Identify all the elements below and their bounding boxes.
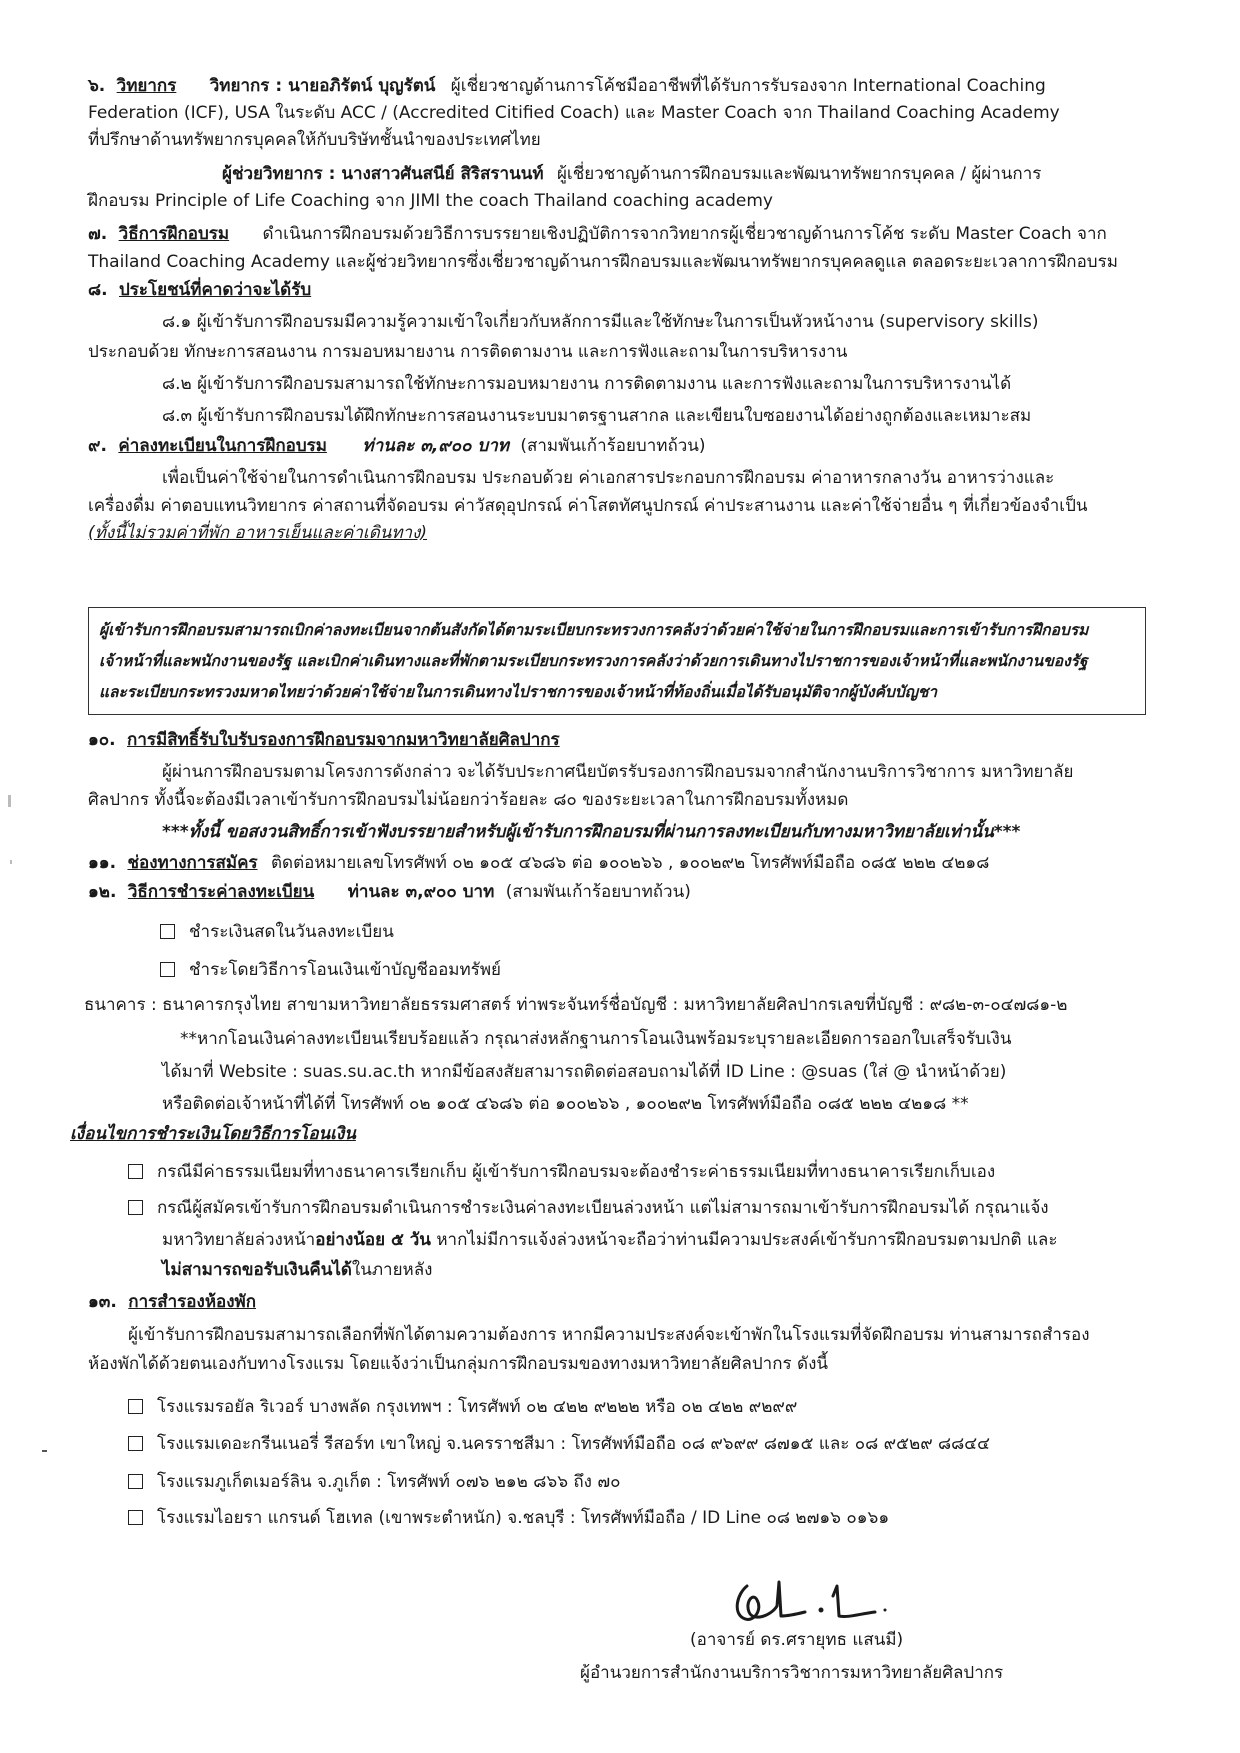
- sec8-item1-cont: ประกอบด้วย ทักษะการสอนงาน การมอบหมายงาน การติดตามงาน และการฟังและถามในการบริหารงาน: [88, 342, 848, 362]
- notice-line2: เจ้าหน้าที่และพนักงานของรัฐ และเบิกค่าเดินทางและที่พักตามระเบียบกระทรวงการคลังว่าด้วยการเดินทางไปราชการของเจ้าหน้าที่และพนักงานของรัฐ: [99, 652, 1088, 670]
- sec13-num: ๑๓.: [88, 1292, 117, 1312]
- hotel-item: [128, 1395, 797, 1419]
- sec13-line2: ห้องพักได้ด้วยตนเองกับทางโรงแรม โดยแจ้งว่าเป็นกลุ่มการฝึกอบรมของทางมหาวิทยาลัยศิลปากร ดังนี้: [88, 1354, 828, 1374]
- cash-label: ชำระเงินสดในวันลงทะเบียน: [189, 922, 394, 942]
- scan-speck: [10, 860, 12, 864]
- sec12-fee-text: (สามพันเก้าร้อยบาทถ้วน): [505, 882, 691, 902]
- sec9-line2: เครื่องดื่ม ค่าตอบแทนวิทยากร ค่าสถานที่จัดอบรม ค่าวัสดุอุปกรณ์ ค่าโสตทัศนูปกรณ์ ค่าประสานงาน และค่าใช้จ่ายอื่น ๆ ที่เกี่ยวข้องจำเป็น: [88, 496, 1088, 516]
- sec11-line: [88, 851, 989, 875]
- sec13-heading-line: [88, 1290, 256, 1314]
- sec9-fee: ท่านละ ๓,๙๐๐ บาท: [362, 436, 509, 456]
- sec6-heading: วิทยากร: [116, 76, 177, 96]
- payment-option-cash: [160, 920, 394, 944]
- sec7-line2: Thailand Coaching Academy และผู้ช่วยวิทยากรซึ่งเชี่ยวชาญด้านการฝึกอบรมและพัฒนาทรัพยากรบุคคลดูแล ตลอดระยะเวลาการฝึกอบรม: [88, 252, 1118, 272]
- scan-speck: [42, 1450, 47, 1452]
- transfer-checkbox[interactable]: [160, 962, 175, 977]
- transfer-note-1: **หากโอนเงินค่าลงทะเบียนเรียบร้อยแล้ว กรุณาส่งหลักฐานการโอนเงินพร้อมระบุรายละเอียดการออกใบเสร็จรับเงิน: [180, 1029, 1012, 1049]
- conditions-heading: เงื่อนไขการชำระเงินโดยวิธีการโอนเงิน: [70, 1124, 356, 1144]
- sec8-item2: ๘.๒ ผู้เข้ารับการฝึกอบรมสามารถใช้ทักษะการมอบหมายงาน การติดตามงาน และการฟังและถามในการบริหารงานได้: [162, 374, 1012, 394]
- sec10-rights-note: ***ทั้งนี้ ขอสงวนสิทธิ์การเข้าฟังบรรยายสำหรับผู้เข้ารับการฝึกอบรมที่ผ่านการลงทะเบียนกับทางมหาวิทยาลัยเท่านั้น***: [162, 822, 1021, 842]
- payment-option-transfer: [160, 958, 501, 982]
- hotel-item: [128, 1506, 889, 1530]
- hotel-checkbox[interactable]: [128, 1399, 143, 1414]
- sec6-line5: ฝึกอบรม Principle of Life Coaching จาก JIMI the coach Thailand coaching academy: [88, 191, 773, 211]
- transfer-note-2: ได้มาที่ Website : suas.su.ac.th หากมีข้อสงสัยสามารถติดต่อสอบถามได้ที่ ID Line : @suas (ใส่ @ นำหน้าด้วย): [162, 1062, 1007, 1082]
- signatory-position: ผู้อำนวยการสำนักงานบริการวิชาการมหาวิทยาลัยศิลปากร: [580, 1663, 1004, 1683]
- sec8-heading: ประโยชน์ที่คาดว่าจะได้รับ: [118, 280, 312, 300]
- sec12-num: ๑๒.: [88, 882, 117, 902]
- sec6-speaker-label: วิทยากร : นายอภิรัตน์ บุญรัตน์: [209, 76, 436, 96]
- hotel-checkbox[interactable]: [128, 1510, 143, 1525]
- transfer-label: ชำระโดยวิธีการโอนเงินเข้าบัญชีออมทรัพย์: [189, 960, 501, 980]
- signatory-name: (อาจารย์ ดร.ศรายุทธ แสนมี): [690, 1630, 904, 1650]
- sec8-num: ๘.: [88, 280, 108, 300]
- condition-no-refund-post: ในภายหลัง: [351, 1260, 433, 1280]
- condition-cancel-text: กรณีผู้สมัครเข้ารับการฝึกอบรมดำเนินการชำระเงินค่าลงทะเบียนล่วงหน้า แต่ไม่สามารถมาเข้ารับการฝึกอบรมได้ กรุณาแจ้ง: [157, 1198, 1049, 1218]
- reimbursement-notice-box: [88, 607, 1146, 715]
- condition-cancel-pre: มหาวิทยาลัยล่วงหน้า: [162, 1230, 316, 1250]
- sec7-text: ดำเนินการฝึกอบรมด้วยวิธีการบรรยายเชิงปฏิบัติการจากวิทยากรผู้เชี่ยวชาญด้านการโค้ช ระดับ Master Coach จาก: [262, 224, 1107, 244]
- sec6-line4: [222, 162, 1041, 186]
- sec6-num: ๖.: [88, 76, 106, 96]
- sec6-assistant-text: ผู้เชี่ยวชาญด้านการฝึกอบรมและพัฒนาทรัพยากรบุคคล / ผู้ผ่านการ: [556, 164, 1042, 184]
- condition-cancel-line3: [162, 1258, 432, 1282]
- sec11-num: ๑๑.: [88, 853, 117, 873]
- hotel-checkbox[interactable]: [128, 1474, 143, 1489]
- sec7-line1: [88, 222, 1107, 246]
- sec10-heading: การมีสิทธิ์รับใบรับรองการฝึกอบรมจากมหาวิทยาลัยศิลปากร: [127, 730, 560, 750]
- hotel-item: [128, 1470, 621, 1494]
- sec6-assistant-label: ผู้ช่วยวิทยากร : นางสาวศันสนีย์ สิริสรานนท์: [222, 164, 544, 184]
- sec11-text: ติดต่อหมายเลขโทรศัพท์ ๐๒ ๑๐๕ ๔๖๘๖ ต่อ ๑๐๐๒๖๖ , ๑๐๐๒๙๒ โทรศัพท์มือถือ ๐๘๕ ๒๒๒ ๔๒๑๘: [271, 853, 990, 873]
- sec6-line2: Federation (ICF), USA ในระดับ ACC / (Accredited Citified Coach) และ Master Coach จาก Thailand Coaching Academy: [88, 103, 1060, 123]
- sec8-heading-line: [88, 278, 311, 302]
- sec12-heading: วิธีการชำระค่าลงทะเบียน: [127, 882, 315, 902]
- notice-line1: ผู้เข้ารับการฝึกอบรมสามารถเบิกค่าลงทะเบียนจากต้นสังกัดได้ตามระเบียบกระทรวงการคลังว่าด้วยค่าใช้จ่ายในการฝึกอบรมและการเข้ารับการฝึกอบรม: [99, 621, 1089, 639]
- condition-cancel-line2: [162, 1228, 1057, 1252]
- cash-checkbox[interactable]: [160, 924, 175, 939]
- notice-line3: และระเบียบกระทรวงมหาดไทยว่าด้วยค่าใช้จ่ายในการเดินทางไปราชการของเจ้าหน้าที่ท้องถิ่นเมื่อได้รับอนุมัติจากผู้บังคับบัญชา: [99, 683, 938, 701]
- sec7-num: ๗.: [88, 224, 108, 244]
- sec12-heading-line: [88, 880, 691, 904]
- sec8-item3: ๘.๓ ผู้เข้ารับการฝึกอบรมได้ฝึกทักษะการสอนงานระบบมาตรฐานสากล และเขียนใบซอยงานได้อย่างถูกต้องและเหมาะสม: [162, 406, 1032, 426]
- sec9-num: ๙.: [88, 436, 107, 456]
- sec6-line3: ที่ปรึกษาด้านทรัพยากรบุคคลให้กับบริษัทชั้นนำของประเทศไทย: [88, 130, 541, 150]
- hotel-checkbox[interactable]: [128, 1436, 143, 1451]
- sec10-line2: ศิลปากร ทั้งนี้จะต้องมีเวลาเข้ารับการฝึกอบรมไม่น้อยกว่าร้อยละ ๘๐ ของระยะเวลาในการฝึกอบรมทั้งหมด: [88, 790, 849, 810]
- condition-cancel: [128, 1196, 1049, 1220]
- condition-no-refund: ไม่สามารถขอรับเงินคืนได้: [162, 1260, 352, 1280]
- sec8-item1: ๘.๑ ผู้เข้ารับการฝึกอบรมมีความรู้ความเข้าใจเกี่ยวกับหลักการมีและใช้ทักษะในการเป็นหัวหน้างาน (supervisory skills): [162, 312, 1039, 332]
- sec7-heading: วิธีการฝึกอบรม: [118, 224, 230, 244]
- handwritten-signature: [725, 1572, 895, 1634]
- sec9-line1: เพื่อเป็นค่าใช้จ่ายในการดำเนินการฝึกอบรม ประกอบด้วย ค่าเอกสารประกอบการฝึกอบรม ค่าอาหารกลางวัน อาหารว่างและ: [162, 468, 1055, 488]
- hotel-text: โรงแรมรอยัล ริเวอร์ บางพลัด กรุงเทพฯ : โทรศัพท์ ๐๒ ๔๒๒ ๙๒๒๒ หรือ ๐๒ ๔๒๒ ๙๒๙๙: [157, 1397, 798, 1417]
- hotel-text: โรงแรมไอยรา แกรนด์ โฮเทล (เขาพระตำหนัก) จ.ชลบุรี : โทรศัพท์มือถือ / ID Line ๐๘ ๒๗๑๖ ๐๑๖๑: [157, 1508, 890, 1528]
- sec12-fee: ท่านละ ๓,๙๐๐ บาท: [347, 882, 495, 902]
- sec13-line1: ผู้เข้ารับการฝึกอบรมสามารถเลือกที่พักได้ตามความต้องการ หากมีความประสงค์จะเข้าพักในโรงแรมที่จัดฝึกอบรม ท่านสามารถสำรอง: [128, 1325, 1090, 1345]
- hotel-text: โรงแรมภูเก็ตเมอร์ลิน จ.ภูเก็ต : โทรศัพท์ ๐๗๖ ๒๑๒ ๘๖๖ ถึง ๗๐: [157, 1472, 621, 1492]
- sec11-heading: ช่องทางการสมัคร: [127, 853, 258, 873]
- scan-speck: [8, 795, 11, 807]
- hotel-item: [128, 1432, 990, 1456]
- sec9-fee-text: (สามพันเก้าร้อยบาทถ้วน): [520, 436, 706, 456]
- transfer-note-3: หรือติดต่อเจ้าหน้าที่ได้ที่ โทรศัพท์ ๐๒ ๑๐๕ ๔๖๘๖ ต่อ ๑๐๐๒๖๖ , ๑๐๐๒๙๒ โทรศัพท์มือถือ ๐๘๕ ๒๒๒ ๔๒๑๘ **: [162, 1094, 969, 1114]
- sec9-exclusion: (ทั้งนี้ไม่รวมค่าที่พัก อาหารเย็นและค่าเดินทาง): [88, 523, 428, 543]
- sec10-num: ๑๐.: [88, 730, 116, 750]
- condition-cancel-days: อย่างน้อย ๕ วัน: [315, 1230, 431, 1250]
- condition-fee-checkbox[interactable]: [128, 1164, 143, 1179]
- condition-cancel-checkbox[interactable]: [128, 1200, 143, 1215]
- sec6-line1: [88, 74, 1046, 98]
- condition-cancel-post: หากไม่มีการแจ้งล่วงหน้าจะถือว่าท่านมีความประสงค์เข้ารับการฝึกอบรมตามปกติ และ: [430, 1230, 1058, 1250]
- sec10-heading-line: [88, 728, 560, 752]
- sec6-speaker-text: ผู้เชี่ยวชาญด้านการโค้ชมืออาชีพที่ได้รับการรับรองจาก International Coaching: [450, 76, 1046, 96]
- sec10-line1: ผู้ผ่านการฝึกอบรมตามโครงการดังกล่าว จะได้รับประกาศนียบัตรรับรองการฝึกอบรมจากสำนักงานบริการวิชาการ มหาวิทยาลัย: [162, 762, 1074, 782]
- bank-account-line: ธนาคาร : ธนาคารกรุงไทย สาขามหาวิทยาลัยธรรมศาสตร์ ท่าพระจันทร์ชื่อบัญชี : มหาวิทยาลัยศิลปากรเลขที่บัญชี : ๙๘๒-๓-๐๔๗๘๑-๒: [84, 995, 1068, 1015]
- sec9-heading-line: [88, 434, 706, 458]
- condition-fee: [128, 1160, 995, 1184]
- sec9-heading: ค่าลงทะเบียนในการฝึกอบรม: [118, 436, 327, 456]
- hotel-text: โรงแรมเดอะกรีนเนอรี่ รีสอร์ท เขาใหญ่ จ.นครราชสีมา : โทรศัพท์มือถือ ๐๘ ๙๖๙๙ ๘๗๑๕ และ ๐๘ ๙๕๒๙ ๘๘๔๔: [157, 1434, 991, 1454]
- condition-fee-text: กรณีมีค่าธรรมเนียมที่ทางธนาคารเรียกเก็บ ผู้เข้ารับการฝึกอบรมจะต้องชำระค่าธรรมเนียมที่ทางธนาคารเรียกเก็บเอง: [157, 1162, 996, 1182]
- sec13-heading: การสำรองห้องพัก: [128, 1292, 257, 1312]
